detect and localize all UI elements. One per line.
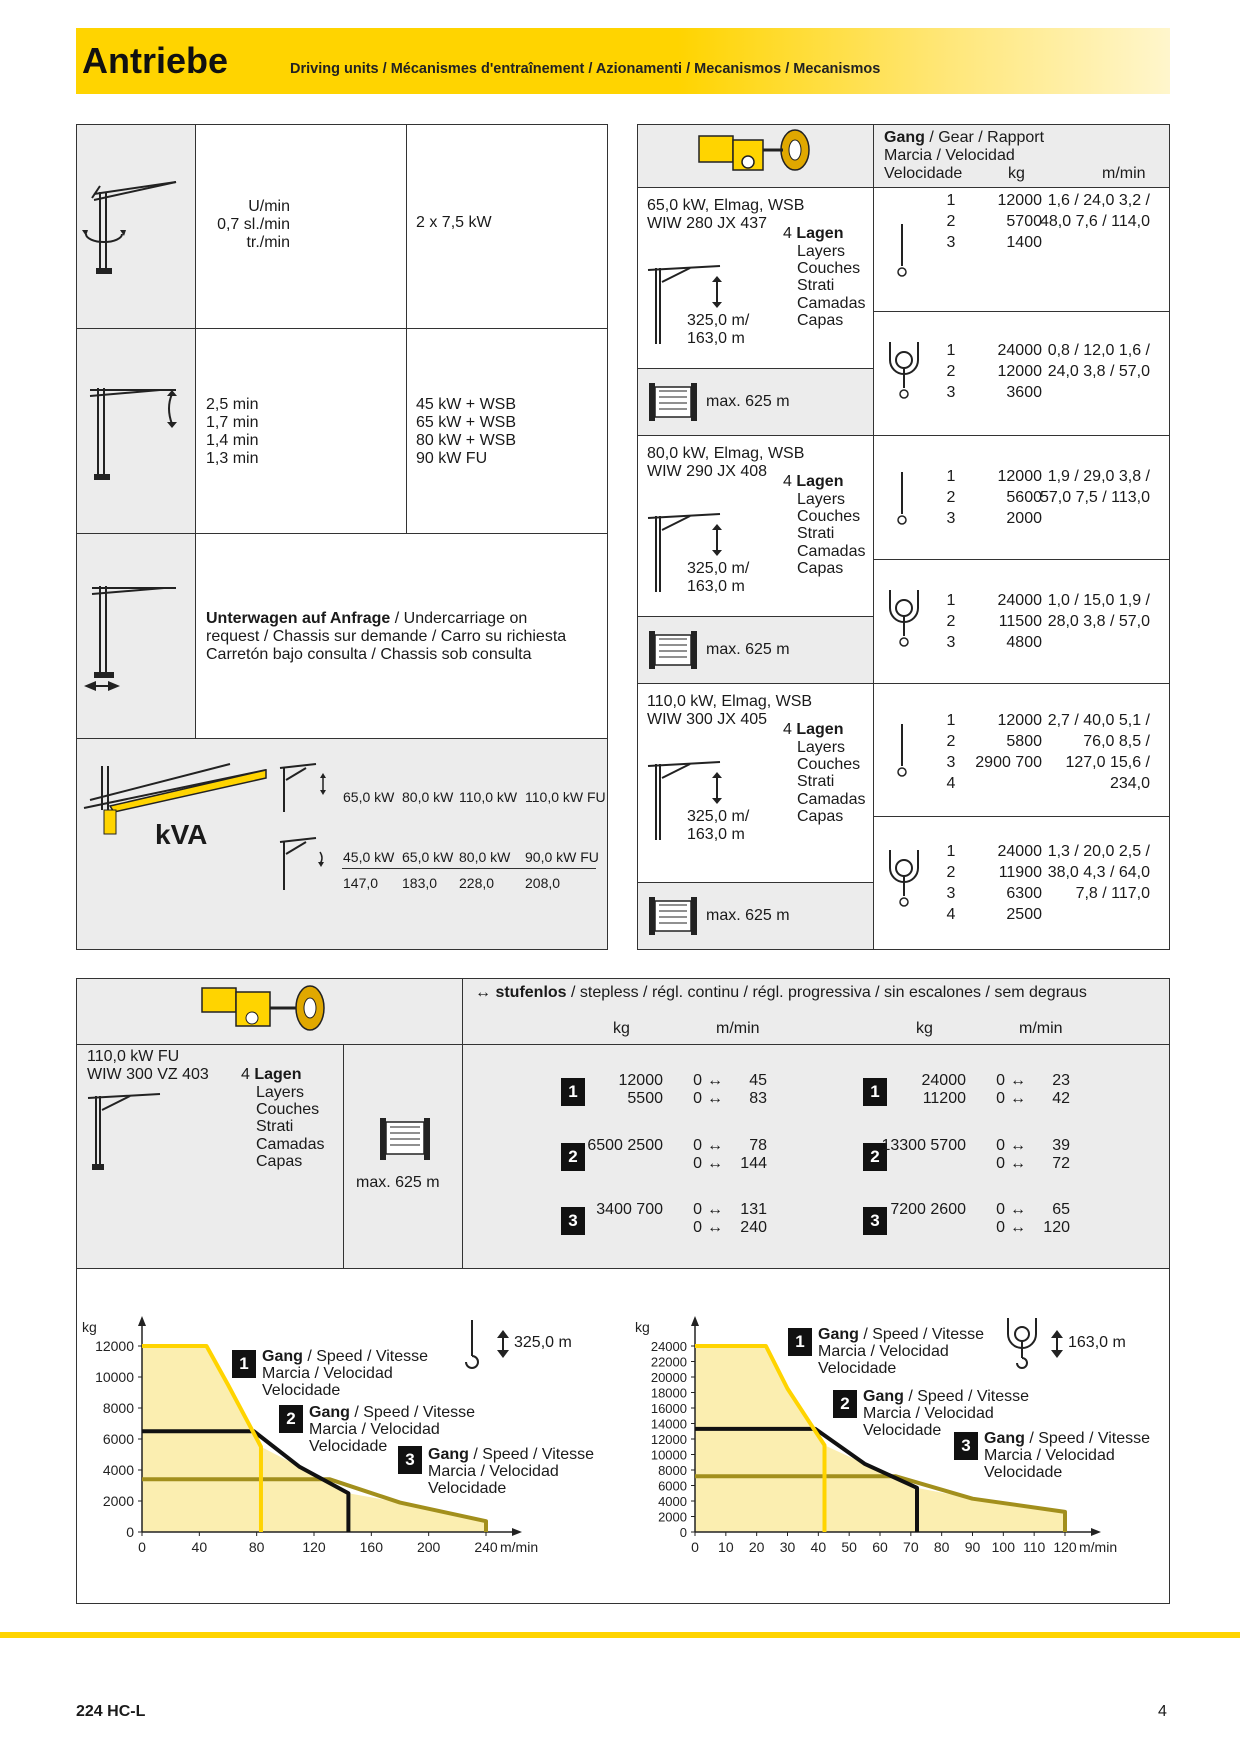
h2d-speed: 1,0 / 15,0 1,9 / 28,0 3,8 / 57,0 [1047,592,1150,630]
fu-r1-arrow-r: ↔ ↔ [1010,1072,1026,1107]
h3d-kg: 24000 11900 6300 2500 [997,843,1042,923]
y-tick-label: 14000 [650,1416,687,1432]
fu-r2-rmax: 39 72 [1052,1137,1070,1172]
chart1-label-1: Gang / Speed / Vitesse Marcia / Velocidad Velocidade [262,1348,429,1399]
hoist-1-name: 65,0 kW, Elmag, WSB WIW 280 JX 437 [647,197,805,232]
fu-r2-rmin: 0 0 [996,1137,1005,1172]
fu-r1-rmax: 23 42 [1052,1072,1070,1107]
x-tick-label: 30 [779,1539,796,1555]
page-title: Antriebe [82,40,229,81]
y-axis-label: kg [635,1319,650,1335]
x-tick-label: 10 [718,1539,734,1555]
single-hook-icon-2 [890,470,914,526]
h2s-speed: 1,9 / 29,0 3,8 / 57,0 7,5 / 113,0 [1040,468,1151,506]
x-tick-label: 110 [1023,1539,1046,1555]
h2s-gear: 1 2 3 [946,468,956,527]
y-tick-label: 6000 [102,1431,134,1447]
kva-row2-c1: 45,0 kW [343,849,395,865]
fu-winch-icon [200,982,330,1040]
x-tick-label: 80 [248,1539,265,1555]
y-tick-label: 16000 [650,1401,687,1416]
footer-model: 224 HC-L [76,1703,146,1720]
x-tick-label: 0 [691,1539,699,1555]
fu-mmin-left: m/min [716,1020,760,1037]
x-axis-label: m/min [500,1539,539,1555]
chart2-label-1: Gang / Speed / Vitesse Marcia / Velocidad Velocidade [818,1326,985,1377]
slew-speed: U/min 0,7 sl./min tr./min [217,198,290,251]
fu-mmin-right: m/min [1019,1020,1063,1037]
chart2-double-hook-icon [1004,1316,1040,1374]
kva-row2-c3: 80,0 kW [459,849,511,865]
kva-row3-c2: 183,0 [402,875,438,891]
gear-header-kg: kg [1008,165,1025,182]
hoist-1-max: max. 625 m [706,393,790,410]
fu-r3-arrow-r: ↔ ↔ [1010,1201,1026,1236]
y-tick-label: 20000 [650,1370,687,1385]
y-tick-label: 18000 [650,1385,687,1401]
x-axis-label: m/min [1079,1539,1118,1555]
x-tick-label: 40 [191,1539,208,1555]
fu-header: ↔ stufenlos / stepless / régl. continu / régl. progressiva / sin escalones / sem degraus [475,984,1087,1001]
hoist-1-drum-icon [647,383,699,421]
kva-label: kVA [155,819,208,850]
y-tick-label: 10000 [95,1369,134,1385]
chart2-label-2: Gang / Speed / Vitesse Marcia / Velocidad Velocidade [863,1388,1030,1439]
kva-row1-c3: 110,0 kW [459,789,518,805]
h3s-kg: 12000 5800 2900 700 [975,712,1042,771]
chart1-badge-2: 2 [279,1405,303,1433]
hoist-3-drum-icon [647,897,699,935]
y-axis-arrow [138,1316,146,1326]
single-hook-icon-3 [890,722,914,778]
double-hook-icon-2 [886,588,922,650]
slew-power: 2 x 7,5 kW [416,214,492,231]
travel-text: Unterwagen auf Anfrage / Undercarriage on request / Chassis sur demande / Carro su richiesta Carretón bajo consulta / Chassis sob consulta [206,610,567,663]
y-tick-label: 0 [679,1525,687,1540]
double-hook-icon-3 [886,848,922,910]
fu-r3-lmax: 131 240 [740,1201,767,1236]
y-tick-label: 12000 [95,1338,134,1354]
chart1-height: 325,0 m [514,1334,572,1351]
trolley-times: 2,5 min 1,7 min 1,4 min 1,3 min [206,396,259,467]
fu-kg-left: kg [613,1020,630,1037]
fu-r3-rmax: 65 120 [1043,1201,1070,1236]
fu-kg-right: kg [916,1020,933,1037]
crane-slewing-icon [80,172,190,280]
fu-r1-lkg: 12000 5500 [618,1072,663,1107]
hoist-2-layers-list: Layers Couches Strati Camadas Capas [797,491,866,577]
chart2-badge-1: 1 [788,1328,812,1356]
fu-r2-rkg: 13300 5700 [881,1137,966,1154]
x-tick-label: 90 [964,1539,981,1555]
y-tick-label: 24000 [650,1339,687,1354]
x-tick-label: 0 [138,1539,146,1555]
y-tick-label: 2000 [658,1509,687,1525]
x-axis-arrow [1091,1528,1101,1536]
crane-small-icon-1 [276,760,330,814]
y-tick-label: 8000 [102,1400,134,1416]
chart1-label-3: Gang / Speed / Vitesse Marcia / Velocidad Velocidade [428,1446,595,1497]
x-tick-label: 160 [359,1539,384,1555]
h1s-kg: 12000 5700 1400 [997,192,1042,251]
page-header [76,28,1170,94]
y-tick-label: 12000 [650,1432,687,1447]
crane-travel-icon [80,578,190,694]
fu-r1-lmin: 0 0 [693,1072,702,1107]
hoist-3-height: 325,0 m/ 163,0 m [687,808,750,843]
fu-gear-badge-2r: 2 [863,1143,887,1171]
h2d-kg: 24000 11500 4800 [997,592,1042,651]
gear-header-l3: Velocidade [884,165,963,182]
hoist-3-layers: 4 Lagen [783,721,844,738]
fu-r2-arrow-l: ↔ ↔ [707,1137,723,1172]
hoist-winch-icon [695,126,815,184]
kva-row1-c1: 65,0 kW [343,789,395,805]
hoist-1-height: 325,0 m/ 163,0 m [687,312,750,347]
fu-drum-icon [378,1118,432,1160]
gear-header-mmin: m/min [1102,165,1146,182]
x-tick-label: 60 [872,1539,888,1555]
kva-row1-c2: 80,0 kW [402,789,454,805]
fu-r1-rkg: 24000 11200 [921,1072,966,1107]
fu-r1-arrow-l: ↔ ↔ [707,1072,723,1107]
hoist-1-layers: 4 Lagen [783,225,844,242]
fu-r2-lkg: 6500 2500 [587,1137,663,1154]
fu-gear-badge-2: 2 [561,1143,585,1171]
y-tick-label: 0 [126,1524,134,1540]
x-tick-label: 70 [903,1539,919,1555]
kva-row1-c4: 110,0 kW FU [525,789,606,805]
kva-row2-c2: 65,0 kW [402,849,454,865]
kva-row3-c3: 228,0 [459,875,495,891]
hoist-2-drum-icon [647,631,699,669]
h3s-speed: 2,7 / 40,0 5,1 / 76,0 8,5 / 127,0 15,6 / 234,0 [1047,712,1150,792]
fu-r2-arrow-r: ↔ ↔ [1010,1137,1026,1172]
y-axis-label: kg [82,1319,97,1335]
crane-trolley-icon [80,380,190,482]
fu-r3-lkg: 3400 700 [596,1201,663,1218]
hoist-3-name: 110,0 kW, Elmag, WSB WIW 300 JX 405 [647,693,813,728]
fu-hoist-name: 110,0 kW FU WIW 300 VZ 403 [87,1048,209,1083]
chart1-label-2: Gang / Speed / Vitesse Marcia / Velocidad Velocidade [309,1404,476,1455]
fu-r3-rkg: 7200 2600 [890,1201,966,1218]
chart1-height-arrow-icon [496,1330,510,1358]
footer-rule [0,1632,1240,1638]
footer-page: 4 [1158,1703,1167,1720]
y-tick-label: 22000 [650,1354,687,1370]
y-tick-label: 4000 [658,1494,687,1509]
crane-small-icon-2 [276,834,330,892]
h2s-kg: 12000 5600 2000 [997,468,1042,527]
chart1-badge-1: 1 [232,1350,256,1378]
x-tick-label: 50 [841,1539,857,1555]
h3s-gear: 1 2 3 4 [946,712,956,792]
hoist-3-layers-list: Layers Couches Strati Camadas Capas [797,739,866,825]
h3d-gear: 1 2 3 4 [946,843,956,923]
fu-gear-badge-3r: 3 [863,1207,887,1235]
hoist-1-layers-list: Layers Couches Strati Camadas Capas [797,243,866,329]
y-tick-label: 2000 [102,1493,134,1509]
hoist-2-height: 325,0 m/ 163,0 m [687,560,750,595]
hoist-2-name: 80,0 kW, Elmag, WSB WIW 290 JX 408 [647,445,805,480]
y-axis-arrow [691,1316,699,1326]
fu-gear-badge-1: 1 [561,1078,585,1106]
y-tick-label: 8000 [658,1463,687,1478]
page-subtitle: Driving units / Mécanismes d'entraînement / Azionamenti / Mecanismos / Mecanismos [290,61,881,77]
fu-r3-lmin: 0 0 [693,1201,702,1236]
gear-header: Gang / Gear / Rapport Marcia / Velocidad [884,129,1045,164]
h3d-speed: 1,3 / 20,0 2,5 / 38,0 4,3 / 64,0 7,8 / 117,0 [1047,843,1150,902]
y-tick-label: 10000 [650,1447,687,1463]
h1d-kg: 24000 12000 3600 [997,342,1042,401]
hoist-2-max: max. 625 m [706,641,790,658]
x-tick-label: 100 [991,1539,1016,1555]
fu-gear-badge-1r: 1 [863,1078,887,1106]
kva-row3-c4: 208,0 [525,875,561,891]
x-tick-label: 80 [933,1539,950,1555]
trolley-powers: 45 kW + WSB 65 kW + WSB 80 kW + WSB 90 kW FU [416,396,517,467]
fu-gear-badge-3: 3 [561,1207,585,1235]
fu-r2-lmax: 78 144 [740,1137,767,1172]
fu-r3-arrow-l: ↔ ↔ [707,1201,723,1236]
chart2-height: 163,0 m [1068,1334,1126,1351]
x-tick-label: 200 [416,1539,441,1555]
chart1-hook-icon [462,1318,484,1374]
x-tick-label: 240 [474,1539,498,1555]
double-hook-icon-1 [886,340,922,402]
y-tick-label: 4000 [102,1462,134,1478]
chart2-label-3: Gang / Speed / Vitesse Marcia / Velocidad Velocidade [984,1430,1151,1481]
single-hook-icon-1 [890,222,914,278]
fu-layers-list: Layers Couches Strati Camadas Capas [256,1084,325,1170]
chart2-height-arrow-icon [1050,1330,1064,1358]
h1d-speed: 0,8 / 12,0 1,6 / 24,0 3,8 / 57,0 [1047,342,1150,380]
chart1-badge-3: 3 [398,1446,422,1474]
x-tick-label: 120 [1053,1539,1077,1555]
kva-row2-c4: 90,0 kW FU [525,849,599,865]
fu-r1-rmin: 0 0 [996,1072,1005,1107]
fu-crane-icon [86,1090,166,1172]
fu-r2-lmin: 0 0 [693,1137,702,1172]
y-tick-label: 6000 [658,1478,687,1494]
hoist-3-max: max. 625 m [706,907,790,924]
chart2-badge-3: 3 [954,1432,978,1460]
x-axis-arrow [512,1528,522,1536]
fu-layers: 4 Lagen [241,1066,302,1083]
h2d-gear: 1 2 3 [946,592,956,651]
hoist-2-layers: 4 Lagen [783,473,844,490]
h1s-speed: 1,6 / 24,0 3,2 / 48,0 7,6 / 114,0 [1040,192,1151,230]
fu-max: max. 625 m [356,1174,440,1191]
h1s-gear: 1 2 3 [946,192,956,251]
x-tick-label: 40 [810,1539,827,1555]
fu-r3-rmin: 0 0 [996,1201,1005,1236]
fu-r1-lmax: 45 83 [749,1072,767,1107]
x-tick-label: 120 [302,1539,326,1555]
kva-row3-c1: 147,0 [343,875,379,891]
h1d-gear: 1 2 3 [946,342,956,401]
x-tick-label: 20 [748,1539,765,1555]
chart2-badge-2: 2 [833,1390,857,1418]
